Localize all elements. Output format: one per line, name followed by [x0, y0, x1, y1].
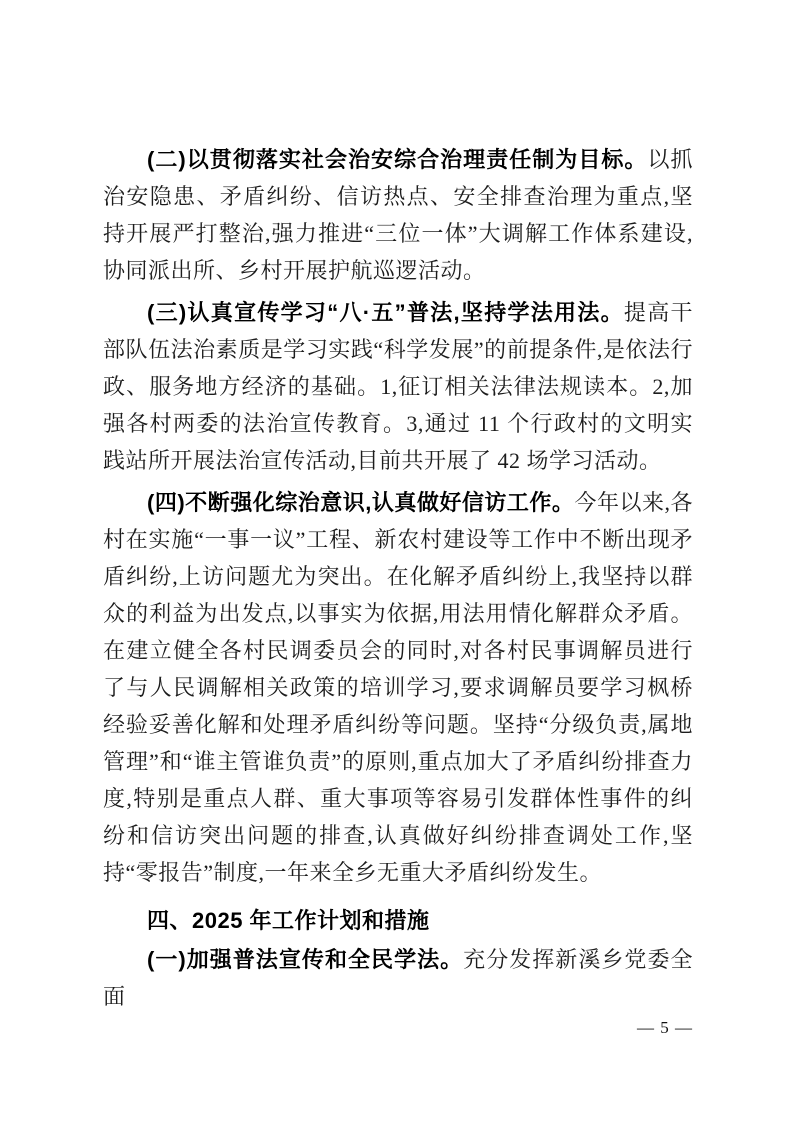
document-body	[103, 141, 693, 1015]
paragraph-lead: (二)以贯彻落实社会治安综合治理责任制为目标。	[147, 147, 648, 172]
paragraph-lead: (一)加强普法宣传和全民学法。	[147, 947, 464, 972]
paragraph-text: 今年以来,各村在实施“一事一议”工程、新农村建设等工作中不断出现矛盾纠纷,上访问题尤为突出。在化解矛盾纠纷上,我坚持以群众的利益为出发点,以事实为依据,用法用情化解群众矛盾。在建立健全各村民调委员会的同时,对各村民事调解员进行了与人民调解相关政策的培训学习,要求调解员要学习枫桥经验妥善化解和处理矛盾纠纷等问题。坚持“分级负责,属地管理”和“谁主管谁负责”的原则,重点加大了矛盾纠纷排查力度,特别是重点人群、重大事项等容易引发群体性事件的纠纷和信访突出问题的排查,认真做好纠纷排查调处工作,坚持“零报告”制度,一年来全乡无重大矛盾纠纷发生。	[103, 490, 693, 885]
paragraph-item-2	[103, 141, 693, 289]
page-number: — 5 —	[637, 1018, 693, 1037]
paragraph-text: 提高干部队伍法治素质是学习实践“科学发展”的前提条件,是依法行政、服务地方经济的基础。1,征订相关法律法规读本。2,加强各村两委的法治宣传教育。3,通过 11 个行政村的文明实践站所开展法治宣传活动,目前共开展了 42 场学习活动。	[103, 300, 693, 473]
paragraph-item-1	[103, 941, 693, 1015]
paragraph-lead: (四)不断强化综治意识,认真做好信访工作。	[147, 490, 575, 515]
paragraph-item-3	[103, 294, 693, 479]
paragraph-text: 充分发挥新溪乡党委全面	[103, 947, 693, 1009]
paragraph-text: 以抓治安隐患、矛盾纠纷、信访热点、安全排查治理为重点,坚持开展严打整治,强力推进“三位一体”大调解工作体系建设,协同派出所、乡村开展护航巡逻活动。	[103, 147, 693, 283]
paragraph-item-4	[103, 484, 693, 891]
section-heading: 四、2025 年工作计划和措施	[147, 908, 430, 933]
paragraph-lead: (三)认真宣传学习“八·五”普法,坚持学法用法。	[147, 300, 624, 325]
